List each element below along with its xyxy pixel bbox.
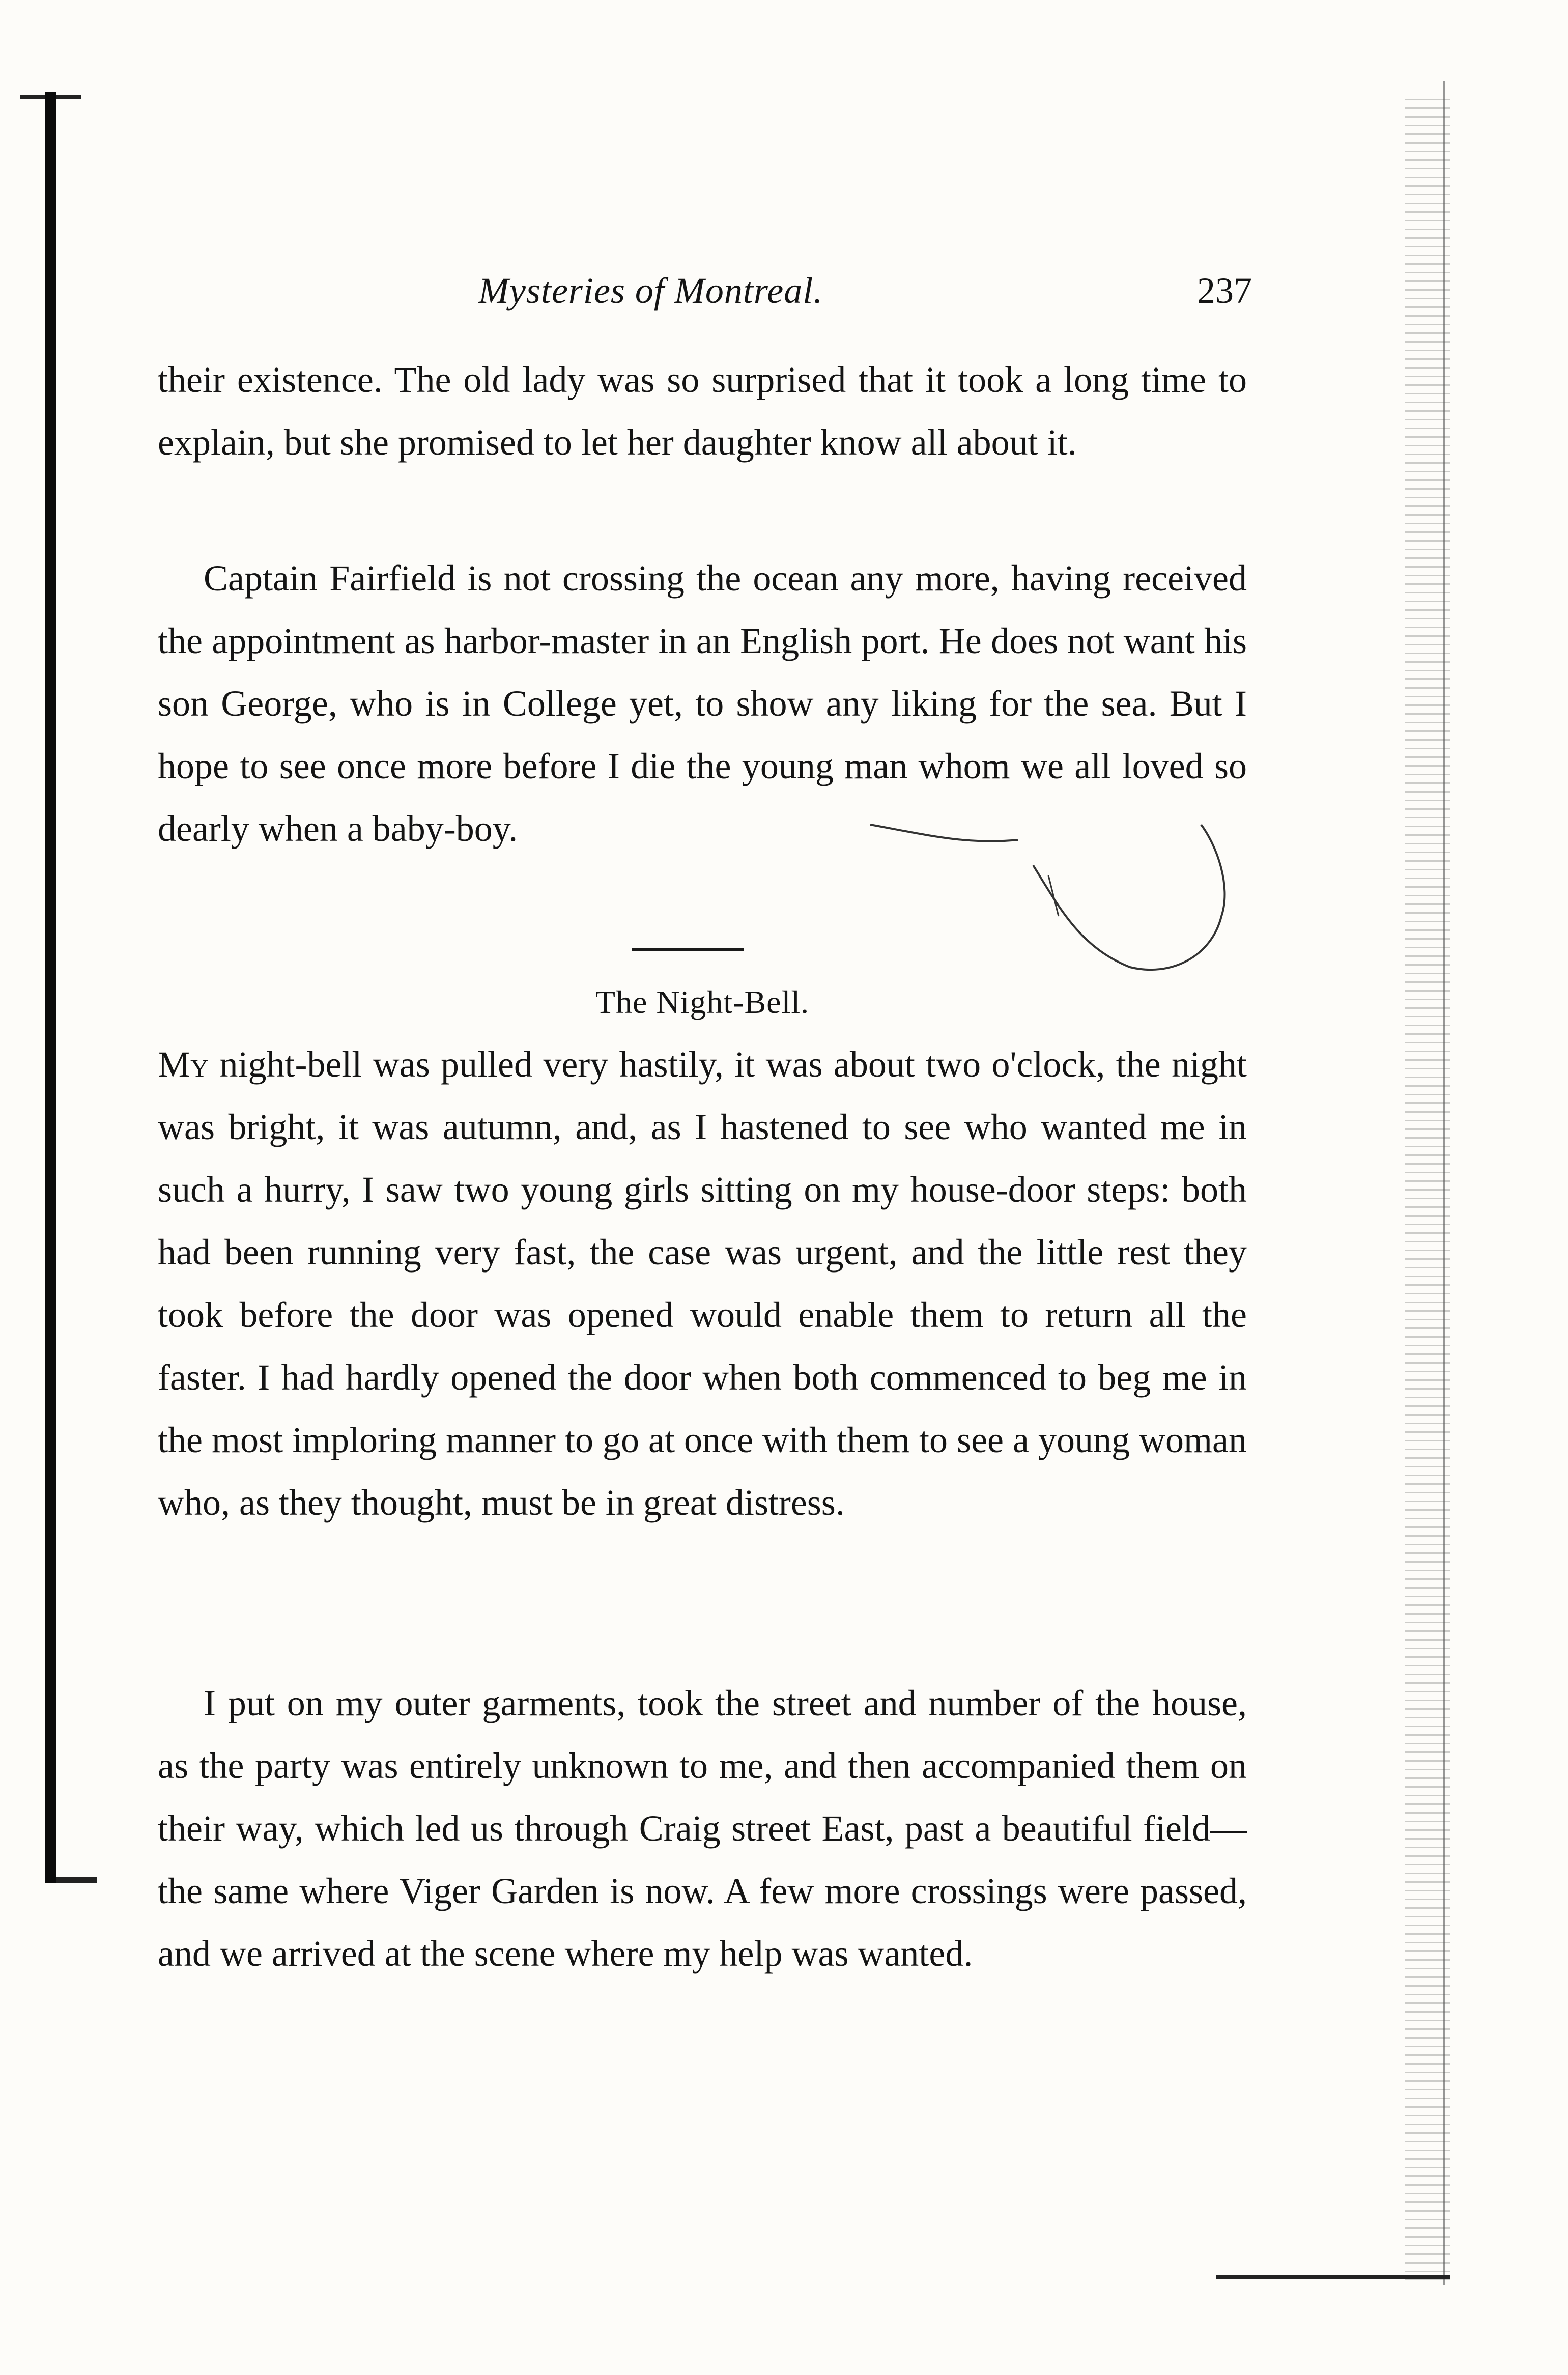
paragraph-text: Captain Fairfield is not crossing the ocean any more, having received the appointment as harbor-master in an English port. He does not want his son George, who is in College yet, to show any liking for the sea. But I hope to see once more before I die the young man whom we all loved so dearly when a baby-boy. xyxy=(158,558,1247,849)
scan-artifact-mark xyxy=(56,1877,97,1883)
scan-artifact-bottom xyxy=(1216,2275,1450,2279)
paragraph-fairfield xyxy=(158,547,1247,860)
opening-word: My xyxy=(158,1044,209,1085)
paragraph-text: their existence. The old lady was so surprised that it took a long time to explain, but she promised to let her daughter know all about it. xyxy=(158,359,1247,463)
paragraph-continued xyxy=(158,349,1247,474)
section-title: The Night-Bell. xyxy=(595,984,810,1020)
running-header xyxy=(163,270,1252,326)
page-edge-line xyxy=(1443,81,1445,2285)
paragraph-body: night-bell was pulled very hastily, it was about two o'clock, the night was bright, it was autumn, and, as I hastened to see who wanted me in such a hurry, I saw two young girls sitting on my house-door steps: both had been running very fast, the case was urgent, and the little rest they took before the door was opened would enable them to return all the faster. I had hardly opened the door when both commenced to beg me in the most imploring manner to go at once with them to see a young woman who, as they thought, must be in great distress. xyxy=(158,1044,1247,1523)
paragraph-garments xyxy=(158,1672,1247,1985)
binding-shadow xyxy=(45,92,56,1883)
page-number: 237 xyxy=(1197,270,1252,311)
running-title: Mysteries of Montreal. xyxy=(478,270,823,311)
paragraph-night-bell xyxy=(158,1033,1247,1534)
paragraph-text xyxy=(158,1033,1247,1534)
section-divider xyxy=(632,948,744,951)
paragraph-text: I put on my outer garments, took the street and number of the house, as the party was entirely unknown to me, and then accompanied them on their way, which led us through Craig street East, past a beautiful field—the same where Viger Garden is now. A few more crossings were passed, and we arrived at the scene where my help was wanted. xyxy=(158,1683,1247,1974)
